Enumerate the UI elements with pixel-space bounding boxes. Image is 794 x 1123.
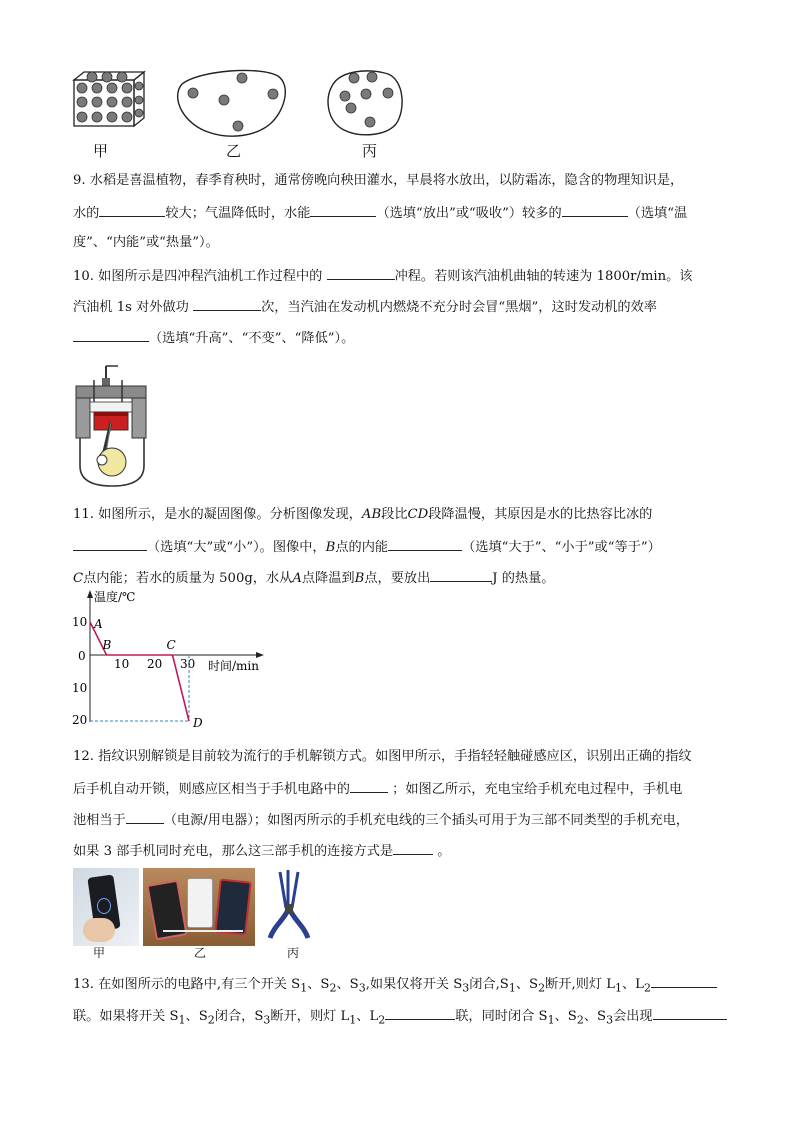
q11-line1: 11. 如图所示，是水的凝固图像。分析图像发现，AB段比CD段降温慢，其原因是水的比热容比冰的 (73, 507, 653, 522)
q11-line2: （选填“大”或“小”）。图像中，B点的内能 （选填“大于”、“小于”或“等于”） (73, 537, 661, 557)
photo-charging-cable (258, 868, 320, 946)
q9-line1: 9. 水稻是喜温植物，春季育秧时，通常傍晚向秧田灌水，早晨将水放出，以防霜冻，隐含的物理知识是， (73, 173, 684, 188)
q10-blank-3[interactable] (73, 328, 149, 342)
y-tick-label: 10 (72, 615, 88, 629)
q9-line2: 水的 较大；气温降低时，水能 （选填“放出”或“吸收”）较多的 （选填“温 (73, 203, 687, 223)
photo-caption-bing: 丙 (287, 946, 300, 960)
q9-blank-3[interactable] (562, 203, 628, 217)
q10-blank-1[interactable] (327, 266, 395, 280)
point-label-c: C (166, 638, 176, 652)
q11-blank-2[interactable] (388, 537, 462, 551)
q13-blank-1[interactable] (651, 974, 717, 988)
q9-blank-1[interactable] (99, 203, 165, 217)
solid-particles-diagram (74, 72, 144, 126)
cooling-chart (68, 588, 268, 734)
cooling-curve-line (90, 622, 189, 721)
y-axis-label: 温度/℃ (94, 590, 136, 604)
q9-line3: 度”、“内能”或“热量”）。 (73, 235, 219, 250)
q12-blank-3[interactable] (393, 841, 433, 855)
liquid-particles-diagram (328, 71, 402, 135)
x-tick-label: 10 (114, 657, 130, 671)
q10-line1: 10. 如图所示是四冲程汽油机工作过程中的 冲程。若则该汽油机曲轴的转速为 1800r/min。该 (73, 266, 692, 286)
gas-particles-diagram (178, 70, 286, 136)
caption-yi: 乙 (226, 142, 242, 160)
q12-blank-2[interactable] (126, 810, 164, 824)
x-tick-label: 30 (180, 657, 196, 671)
q13-line2: 联。如果将开关 $S_1$、$S_2$闭合，$S_3$断开，则灯 $L_1$、$L_2$ 联，同时闭合 $S_1$、$S_2$、$S_3$会出现 (73, 1006, 727, 1030)
q12-line3: 池相当于 （电源/用电器）；如图丙所示的手机充电线的三个插头可用于为三部不同类型的手机充电， (73, 810, 689, 830)
q12-blank-1[interactable] (350, 779, 388, 793)
q10-blank-2[interactable] (193, 297, 261, 311)
q11-line3: C点内能；若水的质量为 500g，水从A点降温到B点，要放出 J 的热量。 (73, 568, 555, 588)
q12-line1: 12. 指纹识别解锁是目前较为流行的手机解锁方式。如图甲所示，手指轻轻触碰感应区，识别出正确的指纹 (73, 749, 692, 764)
point-label-d: D (193, 716, 203, 730)
q9-blank-2[interactable] (310, 203, 376, 217)
caption-jia: 甲 (93, 142, 109, 160)
y-tick-label: 10 (72, 681, 88, 695)
q10-line3: （选填“升高”、“不变”、“降低”）。 (73, 328, 354, 348)
q11-blank-1[interactable] (73, 537, 147, 551)
q13-blank-3[interactable] (653, 1006, 727, 1020)
q11-blank-3[interactable] (430, 568, 492, 582)
photo-caption-yi: 乙 (194, 946, 207, 960)
q13-line1: 13. 在如图所示的电路中,有三个开关 $S_1$、$S_2$、$S_3$,如果仅将开关 $S_3$闭合$,S_1$、$S_2$断开,则灯 $L_1$、$L_2$ (73, 974, 717, 998)
point-label-a: A (94, 617, 103, 631)
photo-fingerprint-phone (73, 868, 139, 946)
x-axis-label: 时间/min (208, 659, 259, 673)
photo-power-bank-charging (143, 868, 255, 946)
q12-line4: 如果 3 部手机同时充电，那么这三部手机的连接方式是 。 (73, 841, 450, 861)
y-tick-label: 20 (72, 713, 88, 727)
cooling-curve-svg (68, 588, 268, 734)
photo-caption-jia: 甲 (93, 946, 106, 960)
point-label-b: B (102, 638, 112, 652)
q12-line2: 后手机自动开锁，则感应区相当于手机电路中的 ；如图乙所示，充电宝给手机充电过程中，手机电 (73, 779, 682, 799)
q10-line2: 汽油机 1s 对外做功 次，当汽油在发动机内燃烧不充分时会冒“黑烟”，这时发动机的效率 (73, 297, 657, 317)
x-tick-label: 20 (147, 657, 163, 671)
caption-bing: 丙 (362, 142, 378, 160)
engine-diagram (72, 360, 154, 490)
origin-label: 0 (78, 649, 86, 663)
q13-blank-2[interactable] (385, 1006, 455, 1020)
